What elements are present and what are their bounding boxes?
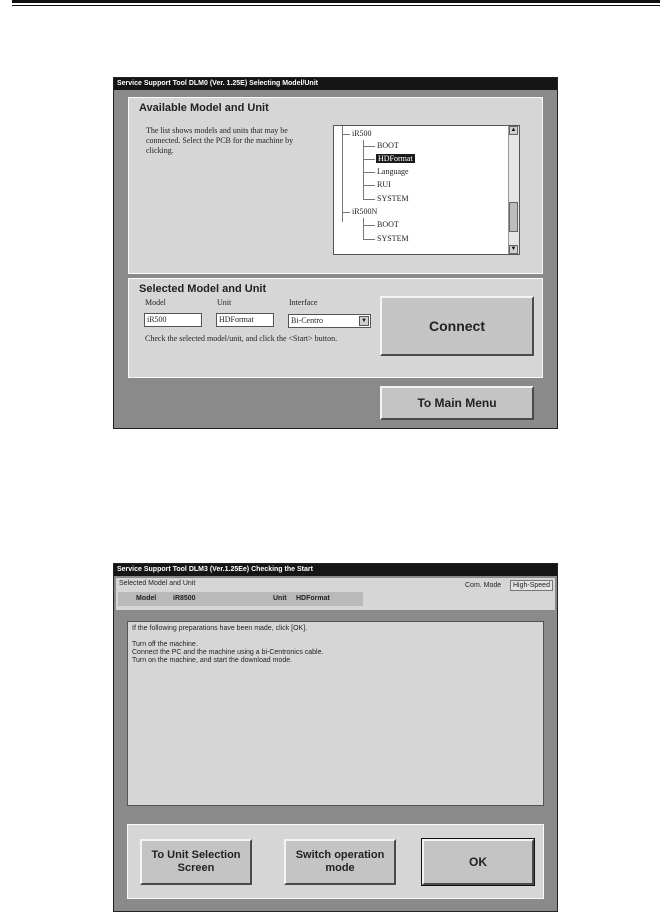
selection-header bbox=[116, 578, 555, 610]
ok-button[interactable] bbox=[422, 839, 534, 885]
button-panel bbox=[127, 824, 544, 899]
tree-scrollbar[interactable] bbox=[508, 126, 519, 254]
model-label: Model bbox=[145, 298, 166, 307]
tree-connector bbox=[363, 185, 375, 186]
header-rule-thick bbox=[12, 0, 660, 3]
unit-caption: Unit bbox=[273, 595, 287, 602]
interface-value: Bi-Centro bbox=[291, 316, 323, 325]
model-value: iR8500 bbox=[173, 595, 196, 602]
scroll-up-icon[interactable]: ▲ bbox=[510, 127, 517, 133]
tree-node-unit[interactable]: SYSTEM bbox=[377, 234, 409, 243]
message-line: If the following preparations have been made, click [OK]. bbox=[132, 625, 308, 632]
tree-connector bbox=[363, 239, 375, 240]
tree-connector bbox=[363, 218, 364, 240]
to-main-menu-label: To Main Menu bbox=[417, 396, 497, 410]
unit-value: HDFormat bbox=[296, 595, 330, 602]
to-unit-selection-label: To Unit Selection Screen bbox=[151, 849, 241, 874]
tree-connector bbox=[363, 225, 375, 226]
to-main-menu-button[interactable] bbox=[380, 386, 534, 420]
unit-label: Unit bbox=[217, 298, 232, 307]
switch-operation-mode-label: Switch operation mode bbox=[295, 849, 385, 874]
tree-connector bbox=[342, 134, 350, 135]
tree-connector bbox=[363, 172, 375, 173]
com-mode-caption: Com. Mode bbox=[465, 582, 502, 589]
tree-node-unit[interactable]: BOOT bbox=[377, 220, 399, 229]
tree-node-unit[interactable]: SYSTEM bbox=[377, 194, 409, 203]
model-unit-tree[interactable] bbox=[333, 125, 520, 255]
chevron-down-icon[interactable]: ▼ bbox=[359, 316, 369, 326]
tree-node-unit[interactable]: RUI bbox=[377, 180, 391, 189]
connect-button[interactable] bbox=[380, 296, 534, 356]
message-line bbox=[132, 633, 539, 641]
tree-node-unit[interactable]: Language bbox=[377, 167, 409, 176]
tree-connector bbox=[363, 140, 364, 200]
com-mode-value: High-Speed bbox=[510, 580, 553, 591]
model-field: iR500 bbox=[144, 313, 202, 327]
connect-label: Connect bbox=[429, 318, 485, 334]
selected-hint: Check the selected model/unit, and click the <Start> button. bbox=[145, 334, 338, 343]
window-title: Service Support Tool DLM0 (Ver. 1.25E) Selecting Model/Unit bbox=[114, 78, 557, 90]
tree-node-model[interactable]: iR500 bbox=[352, 129, 372, 138]
tree-connector bbox=[363, 159, 375, 160]
header-rule-thin bbox=[12, 5, 660, 6]
checking-start-window bbox=[113, 563, 558, 912]
message-area bbox=[127, 621, 544, 806]
tree-connector bbox=[342, 212, 350, 213]
tree-node-unit[interactable]: BOOT bbox=[377, 141, 399, 150]
message-line: Turn off the machine. bbox=[132, 641, 198, 648]
scroll-thumb[interactable] bbox=[509, 202, 518, 232]
tree-node-model[interactable]: iR500N bbox=[352, 207, 378, 216]
tree-connector bbox=[363, 199, 375, 200]
to-unit-selection-button[interactable] bbox=[140, 839, 252, 885]
available-description: The list shows models and units that may be connected. Select the PCB for the machine by clicking. bbox=[146, 126, 294, 155]
tree-connector bbox=[342, 126, 343, 222]
available-heading: Available Model and Unit bbox=[139, 102, 269, 114]
window-title: Service Support Tool DLM3 (Ver.1.25Ee) Checking the Start bbox=[114, 564, 557, 576]
interface-label: Interface bbox=[289, 298, 318, 307]
selected-heading: Selected Model and Unit bbox=[139, 283, 267, 295]
unit-field: HDFormat bbox=[216, 313, 274, 327]
tree-connector bbox=[363, 146, 375, 147]
switch-operation-mode-button[interactable] bbox=[284, 839, 396, 885]
message-line: Connect the PC and the machine using a bi-Centronics cable. bbox=[132, 649, 324, 656]
selected-model-caption: Selected Model and Unit bbox=[119, 580, 196, 587]
interface-select[interactable] bbox=[288, 314, 371, 328]
model-caption: Model bbox=[136, 595, 157, 602]
message-line: Turn on the machine, and start the download mode. bbox=[132, 657, 293, 664]
ok-label: OK bbox=[469, 855, 487, 869]
tree-node-unit-selected[interactable]: HDFormat bbox=[378, 154, 413, 163]
scroll-down-icon[interactable]: ▼ bbox=[510, 246, 517, 252]
